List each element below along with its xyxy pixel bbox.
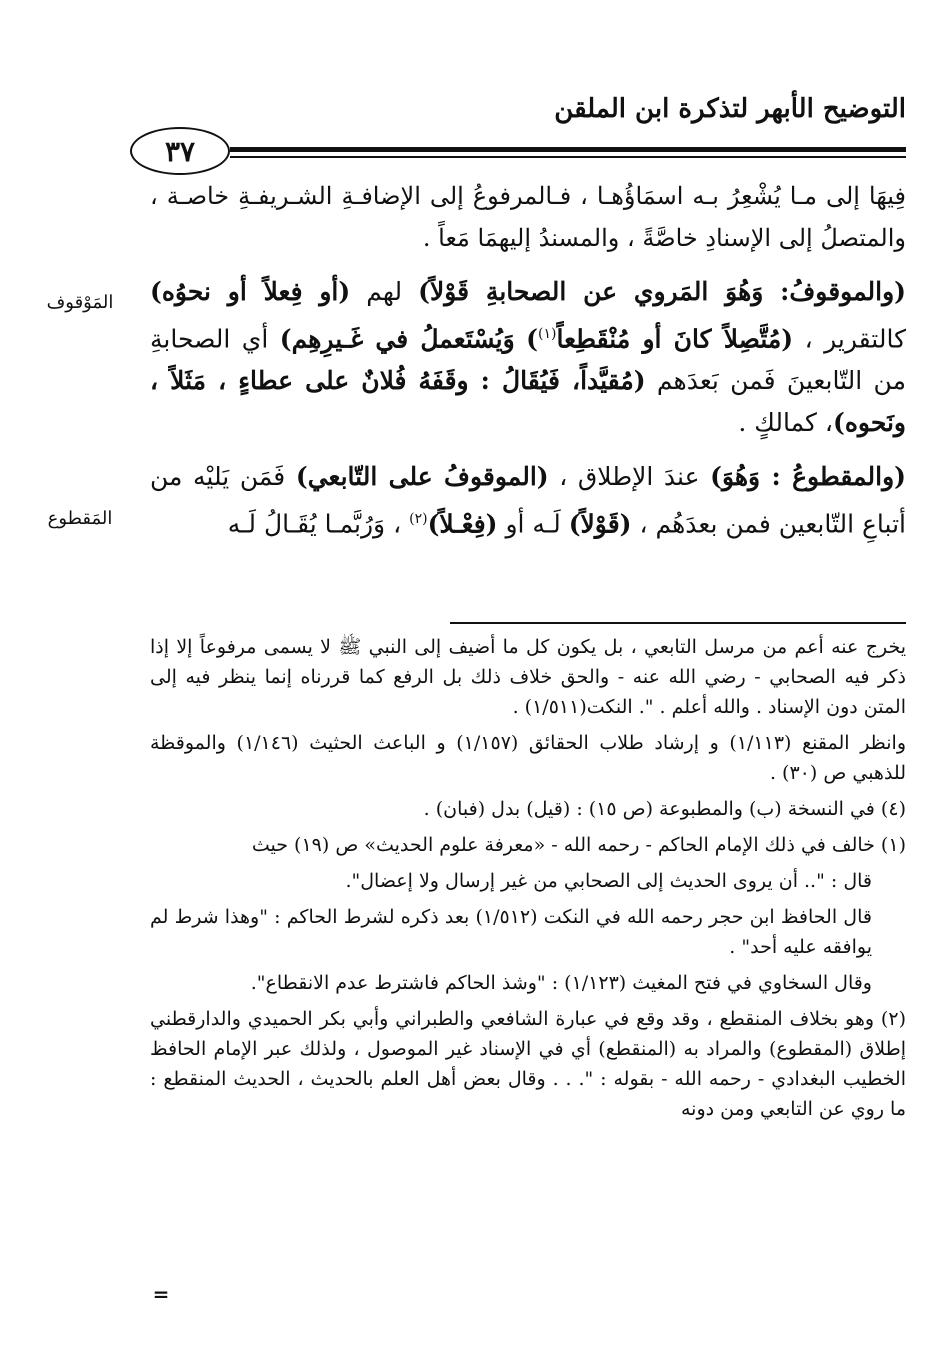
footnote-1-sakhawi: وقال السخاوي في فتح المغيث (١/١٢٣) : "وشذ الحاكم فاشترط عدم الانقطاع".	[250, 972, 872, 994]
text-bold-span: وَيُسْتَعملُ في غَـيرِهِم)	[279, 324, 515, 354]
running-header-title: التوضيح الأبهر لتذكرة ابن الملقن	[554, 94, 906, 124]
margin-note-maqtu: المَقطوع	[47, 508, 113, 529]
text-bold-span: (قَوْلاً)	[568, 509, 632, 539]
text-bold-span: (الموقوفُ على التّابعي)	[295, 462, 549, 492]
text-span: لهم	[350, 277, 419, 306]
header-rule-thin	[230, 156, 906, 158]
text-span: لَـه أو	[497, 509, 569, 539]
footnote-2: (٢) وهو بخلاف المنقطع ، وقد وقع في عبارة الشافعي والطبراني وأبي بكر الحميدي والدارقطني إطلاق (المقطوع) والمراد به (المنقطع) أي في الإسناد غير الموصول ، ولذلك عبر الإمام الحافظ الخطيب البغدادي - رحمه الله - بقوله : ". . . وقال بعض أهل العلم بالحديث ، الحديث المنقطع : ما روي عن التابعي ومن دونه	[150, 1008, 906, 1120]
text-span	[515, 324, 526, 353]
page-number-badge	[130, 127, 230, 175]
text-bold-span: (مُقيَّداً، فَيُقَالُ : وقَفَهُ فُلانٌ على عطاءٍ ، مَثَلاً ، ونَحوه)	[150, 366, 906, 438]
text-span: فَمَن يَليْه من أتباعِ التّابعين فمن بعدَهُم ،	[150, 462, 906, 539]
footnote-separator	[450, 622, 906, 624]
text-bold-span: )	[526, 324, 538, 354]
footnote-continued-refs: وانظر المقنع (١/١١٣) و إرشاد طلاب الحقائق (١/١٥٧) و الباعث الحثيث (١/١٤٦) والموقظة للذهبي ص (٣٠) .	[150, 732, 907, 784]
text-span: ، وَرُبَّمـا يُقَـالُ لَـه	[227, 509, 410, 539]
footnote-1: (١) خالف في ذلك الإمام الحاكم - رحمه الله - «معرفة علوم الحديث» ص (١٩) حيث	[251, 834, 906, 856]
footnote-continued: يخرج عنه أعم من مرسل التابعي ، بل يكون كل ما أضيف إلى النبي ﷺ لا يسمى مرفوعاً إلا إذا ذكر فيه الصحابي - رضي الله عنه - والحق خلاف ذلك بل الرفع كما قررناه إنما ينظر فيه إلى المتن دون الإسناد . والله أعلم . ". النكت(١/٥١١) .	[150, 636, 906, 718]
footnote-1-ibn-hajar: قال الحافظ ابن حجر رحمه الله في النكت (١/٥١٢) بعد ذكره لشرط الحاكم : "وهذا شرط لم يوافقه عليه أحد" .	[150, 906, 872, 958]
text-span: كالتقرير ،	[793, 324, 906, 354]
text-span: ، كمالكٍ .	[738, 408, 833, 438]
continuation-mark: =	[152, 1282, 170, 1306]
main-text	[150, 175, 906, 546]
text-bold-span: (مُتَّصِلاً كانَ أو مُنْقَطِعاً	[556, 324, 794, 354]
footnote-1-quote: قال : ".. أن يروى الحديث إلى الصحابي من غير إرسال ولا إعضال".	[345, 870, 872, 892]
text-bold-span: (أو فِعلاً أو نحوُه)	[150, 277, 351, 306]
text-span: أي الصحابةِ من التّابعينَ فَمن بَعدَهم	[150, 324, 906, 396]
margin-note-mawquf: المَوْقوف	[46, 292, 114, 313]
text-bold-span: (فِعْـلاً)	[427, 509, 498, 539]
header-rule-thick	[230, 147, 906, 152]
paragraph-intro: فِيهَا إلى مـا يُشْعِرُ بـه اسمَاؤُهـا ، فـالمرفوعُ إلى الإضافـةِ الشـريفـةِ خاصـة ، والمتصلُ إلى الإسنادِ خاصَّةً ، والمسندُ إليهمَا مَعاً .	[150, 182, 906, 252]
term-maqtu: (والمقطوعُ : وَهُوَ)	[710, 462, 906, 492]
footnote-ref-2[interactable]: (٢)	[409, 511, 428, 528]
paragraph-maqtu	[150, 456, 906, 545]
footnotes-section	[150, 632, 906, 1124]
text-span: عندَ الإطلاق ،	[548, 462, 711, 492]
footnote-4: (٤) في النسخة (ب) والمطبوعة (ص ١٥) : (قيل) بدل (فبان) .	[423, 798, 906, 820]
page-number: ٣٧	[164, 134, 196, 168]
term-mawquf: (والموقوفُ: وَهُوَ المَروي عن الصحابةِ قَوْلاً)	[418, 277, 906, 306]
paragraph-mawquf	[150, 271, 906, 444]
footnote-ref-1[interactable]: (١)	[538, 326, 557, 342]
